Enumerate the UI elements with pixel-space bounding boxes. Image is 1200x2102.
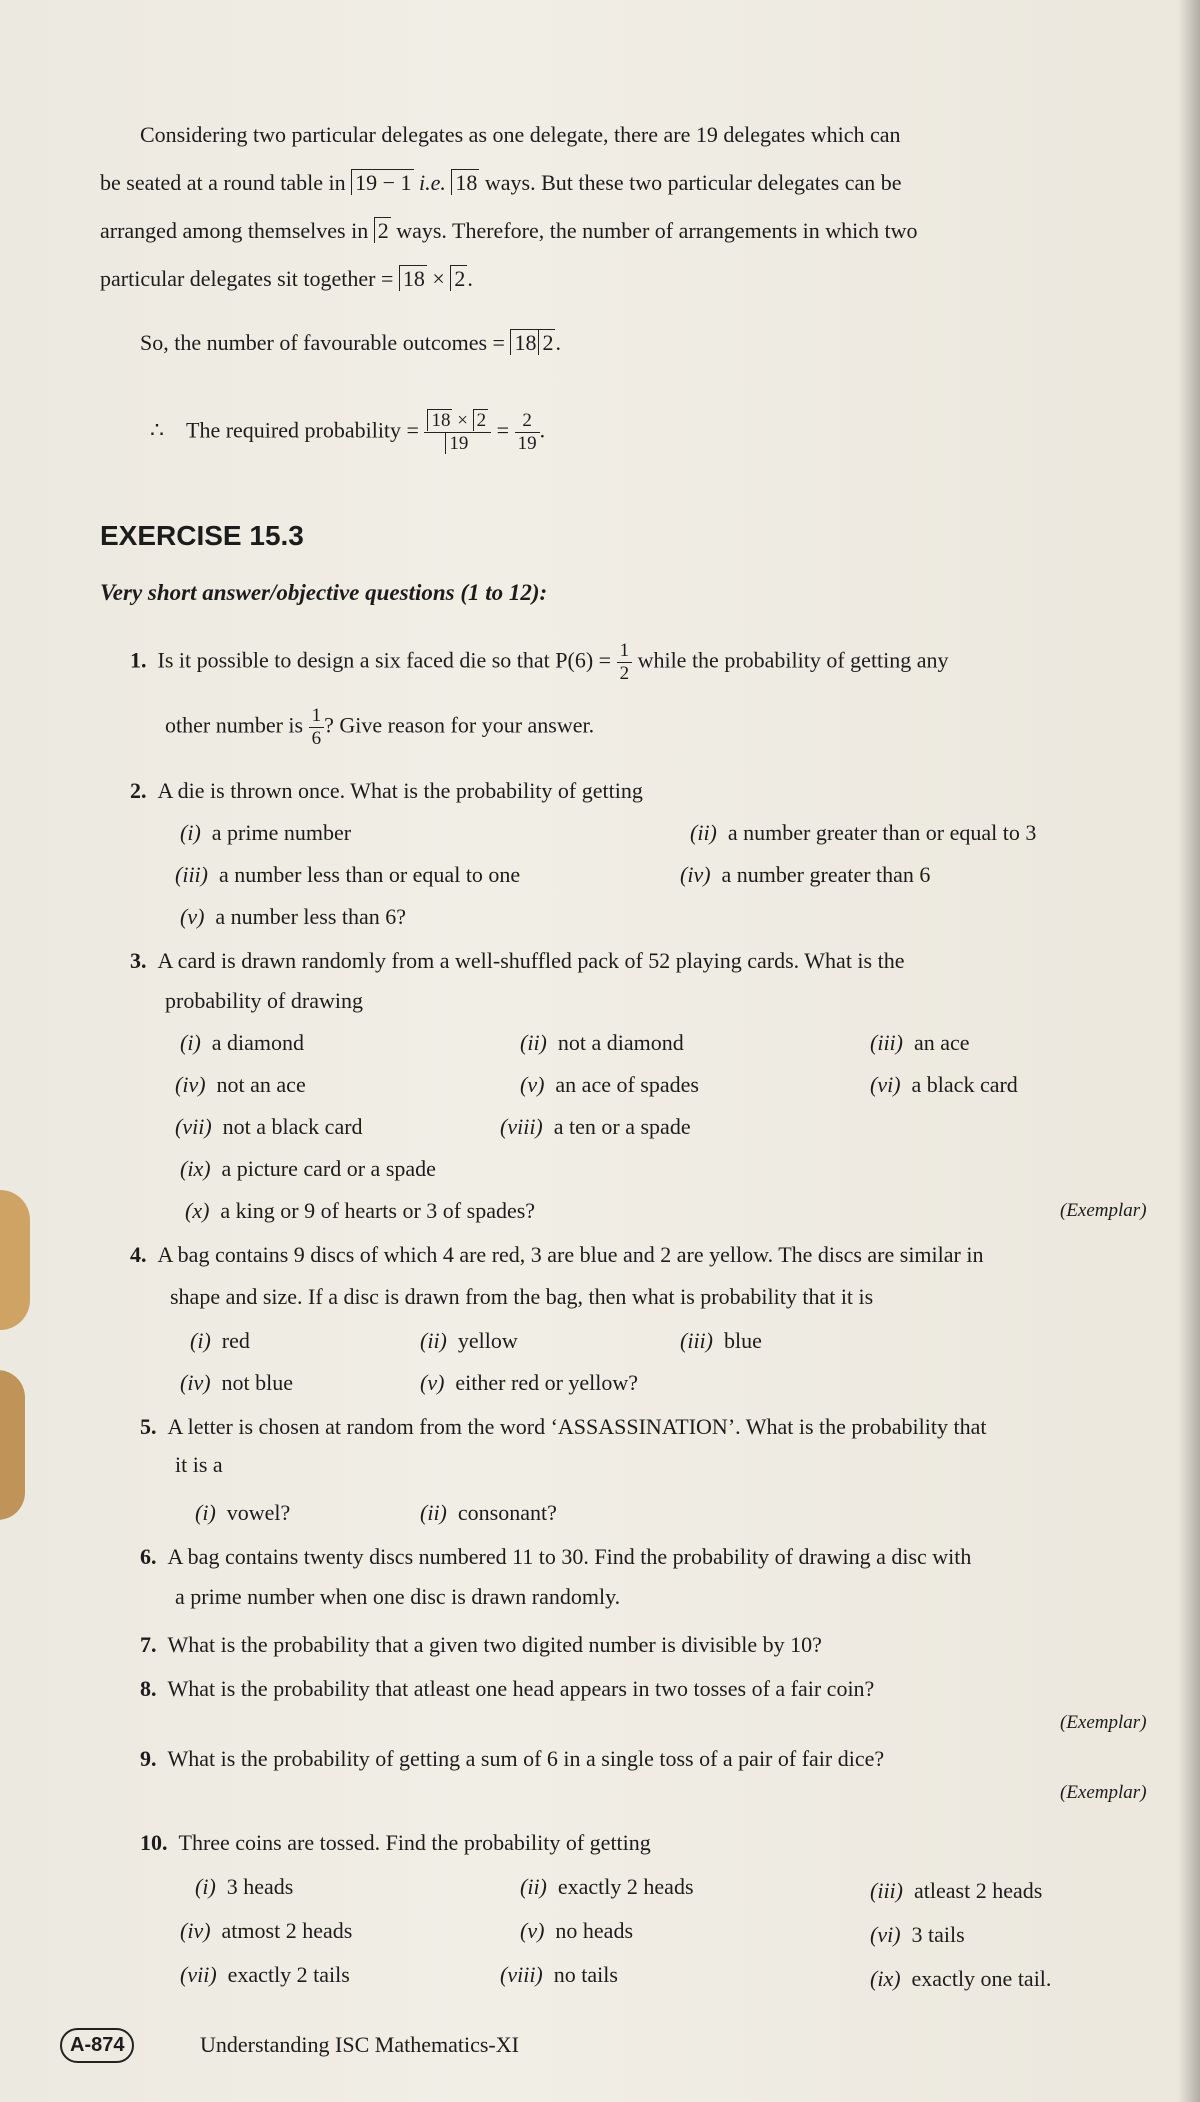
- q10-option: (ii) exactly 2 heads: [520, 1874, 694, 1899]
- exercise-subtitle: Very short answer/objective questions (1 to 12):: [100, 580, 548, 605]
- q10-option: (iii) atleast 2 heads: [870, 1878, 1043, 1903]
- question-5-line-2: it is a: [175, 1452, 223, 1477]
- question-4-line-1: 4. A bag contains 9 discs of which 4 are red, 3 are blue and 2 are yellow. The discs are similar in: [130, 1242, 984, 1267]
- q4-option: (i) red: [190, 1328, 250, 1353]
- thumb-shadow: [0, 1370, 25, 1520]
- q3-option: (viii) a ten or a spade: [500, 1114, 691, 1139]
- intro-line-1: Considering two particular delegates as one delegate, there are 19 delegates which can: [140, 122, 901, 147]
- q3-option: (iii) an ace: [870, 1030, 970, 1055]
- probability-fraction: $\frac{18 \times 2}{19}$: [424, 410, 491, 455]
- q10-option: (v) no heads: [520, 1918, 634, 1943]
- q10-option: (iv) atmost 2 heads: [180, 1918, 353, 1943]
- q10-option: (vii) exactly 2 tails: [180, 1962, 350, 1987]
- page-number-badge: A-874: [60, 2028, 134, 2063]
- q2-option: (v) a number less than 6?: [180, 904, 407, 929]
- q4-option: (iv) not blue: [180, 1370, 294, 1395]
- intro-line-4: particular delegates sit together = 18 × 2.: [100, 266, 473, 291]
- question-10: 10. Three coins are tossed. Find the probability of getting: [140, 1830, 651, 1855]
- question-6-line-2: a prime number when one disc is drawn randomly.: [175, 1584, 621, 1609]
- q3-option: (x) a king or 9 of hearts or 3 of spades?: [185, 1198, 536, 1223]
- q2-option: (ii) a number greater than or equal to 3: [690, 820, 1037, 845]
- q5-option: (i) vowel?: [195, 1500, 291, 1525]
- question-9: 9. What is the probability of getting a sum of 6 in a single toss of a pair of fair dice?: [140, 1746, 885, 1771]
- q10-option: (viii) no tails: [500, 1962, 618, 1987]
- q10-option: (i) 3 heads: [195, 1874, 294, 1899]
- question-5-line-1: 5. A letter is chosen at random from the word ‘ASSASSINATION’. What is the probability that: [140, 1414, 987, 1439]
- q3-option: (ix) a picture card or a spade: [180, 1156, 436, 1181]
- question-3-line-2: probability of drawing: [165, 988, 363, 1013]
- result-fraction: $\frac{2}{19}$: [515, 410, 540, 455]
- source-tag: (Exemplar): [1060, 1782, 1147, 1803]
- page-edge-shadow: [1178, 0, 1200, 2102]
- q10-option: (ix) exactly one tail.: [870, 1966, 1052, 1991]
- q2-option: (i) a prime number: [180, 820, 352, 845]
- q3-option: (iv) not an ace: [175, 1072, 306, 1097]
- q3-option: (vii) not a black card: [175, 1114, 363, 1139]
- question-3-line-1: 3. A card is drawn randomly from a well-shuffled pack of 52 playing cards. What is the: [130, 948, 905, 973]
- intro-line-2: be seated at a round table in 19 − 1 i.e. 18 ways. But these two particular delegates can be: [100, 170, 902, 195]
- q10-option: (vi) 3 tails: [870, 1922, 965, 1947]
- book-title-footer: Understanding ISC Mathematics-XI: [200, 2032, 519, 2057]
- question-6-line-1: 6. A bag contains twenty discs numbered 11 to 30. Find the probability of drawing a disc with: [140, 1544, 972, 1569]
- question-4-line-2: shape and size. If a disc is drawn from the bag, then what is probability that it is: [170, 1284, 874, 1309]
- q3-option: (vi) a black card: [870, 1072, 1018, 1097]
- question-2: 2. A die is thrown once. What is the probability of getting: [130, 778, 643, 803]
- q4-option: (iii) blue: [680, 1328, 762, 1353]
- source-tag: (Exemplar): [1060, 1200, 1147, 1221]
- q2-option: (iii) a number less than or equal to one: [175, 862, 521, 887]
- q3-option: (v) an ace of spades: [520, 1072, 699, 1097]
- thumb-shadow: [0, 1190, 30, 1330]
- q3-option: (ii) not a diamond: [520, 1030, 684, 1055]
- favourable-outcomes: So, the number of favourable outcomes = 18 2.: [140, 330, 561, 355]
- question-8: 8. What is the probability that atleast one head appears in two tosses of a fair coin?: [140, 1676, 875, 1701]
- required-probability: ∴ The required probability = $\frac{18 \times 2}{19}$ = $\frac{2}{19}$ .: [150, 410, 546, 454]
- q2-option: (iv) a number greater than 6: [680, 862, 931, 887]
- question-1-line-1: 1. Is it possible to design a six faced die so that P(6) = $\frac{1}{2}$ while the probability of getting any: [130, 640, 949, 684]
- q5-option: (ii) consonant?: [420, 1500, 557, 1525]
- q3-option: (i) a diamond: [180, 1030, 305, 1055]
- q4-option: (ii) yellow: [420, 1328, 518, 1353]
- intro-line-3: arranged among themselves in 2 ways. Therefore, the number of arrangements in which two: [100, 218, 918, 243]
- q4-option: (v) either red or yellow?: [420, 1370, 639, 1395]
- exercise-title: EXERCISE 15.3: [100, 520, 304, 551]
- question-1-line-2: other number is $\frac{1}{6}$ ? Give reason for your answer.: [165, 705, 595, 749]
- question-7: 7. What is the probability that a given two digited number is divisible by 10?: [140, 1632, 822, 1657]
- source-tag: (Exemplar): [1060, 1712, 1147, 1733]
